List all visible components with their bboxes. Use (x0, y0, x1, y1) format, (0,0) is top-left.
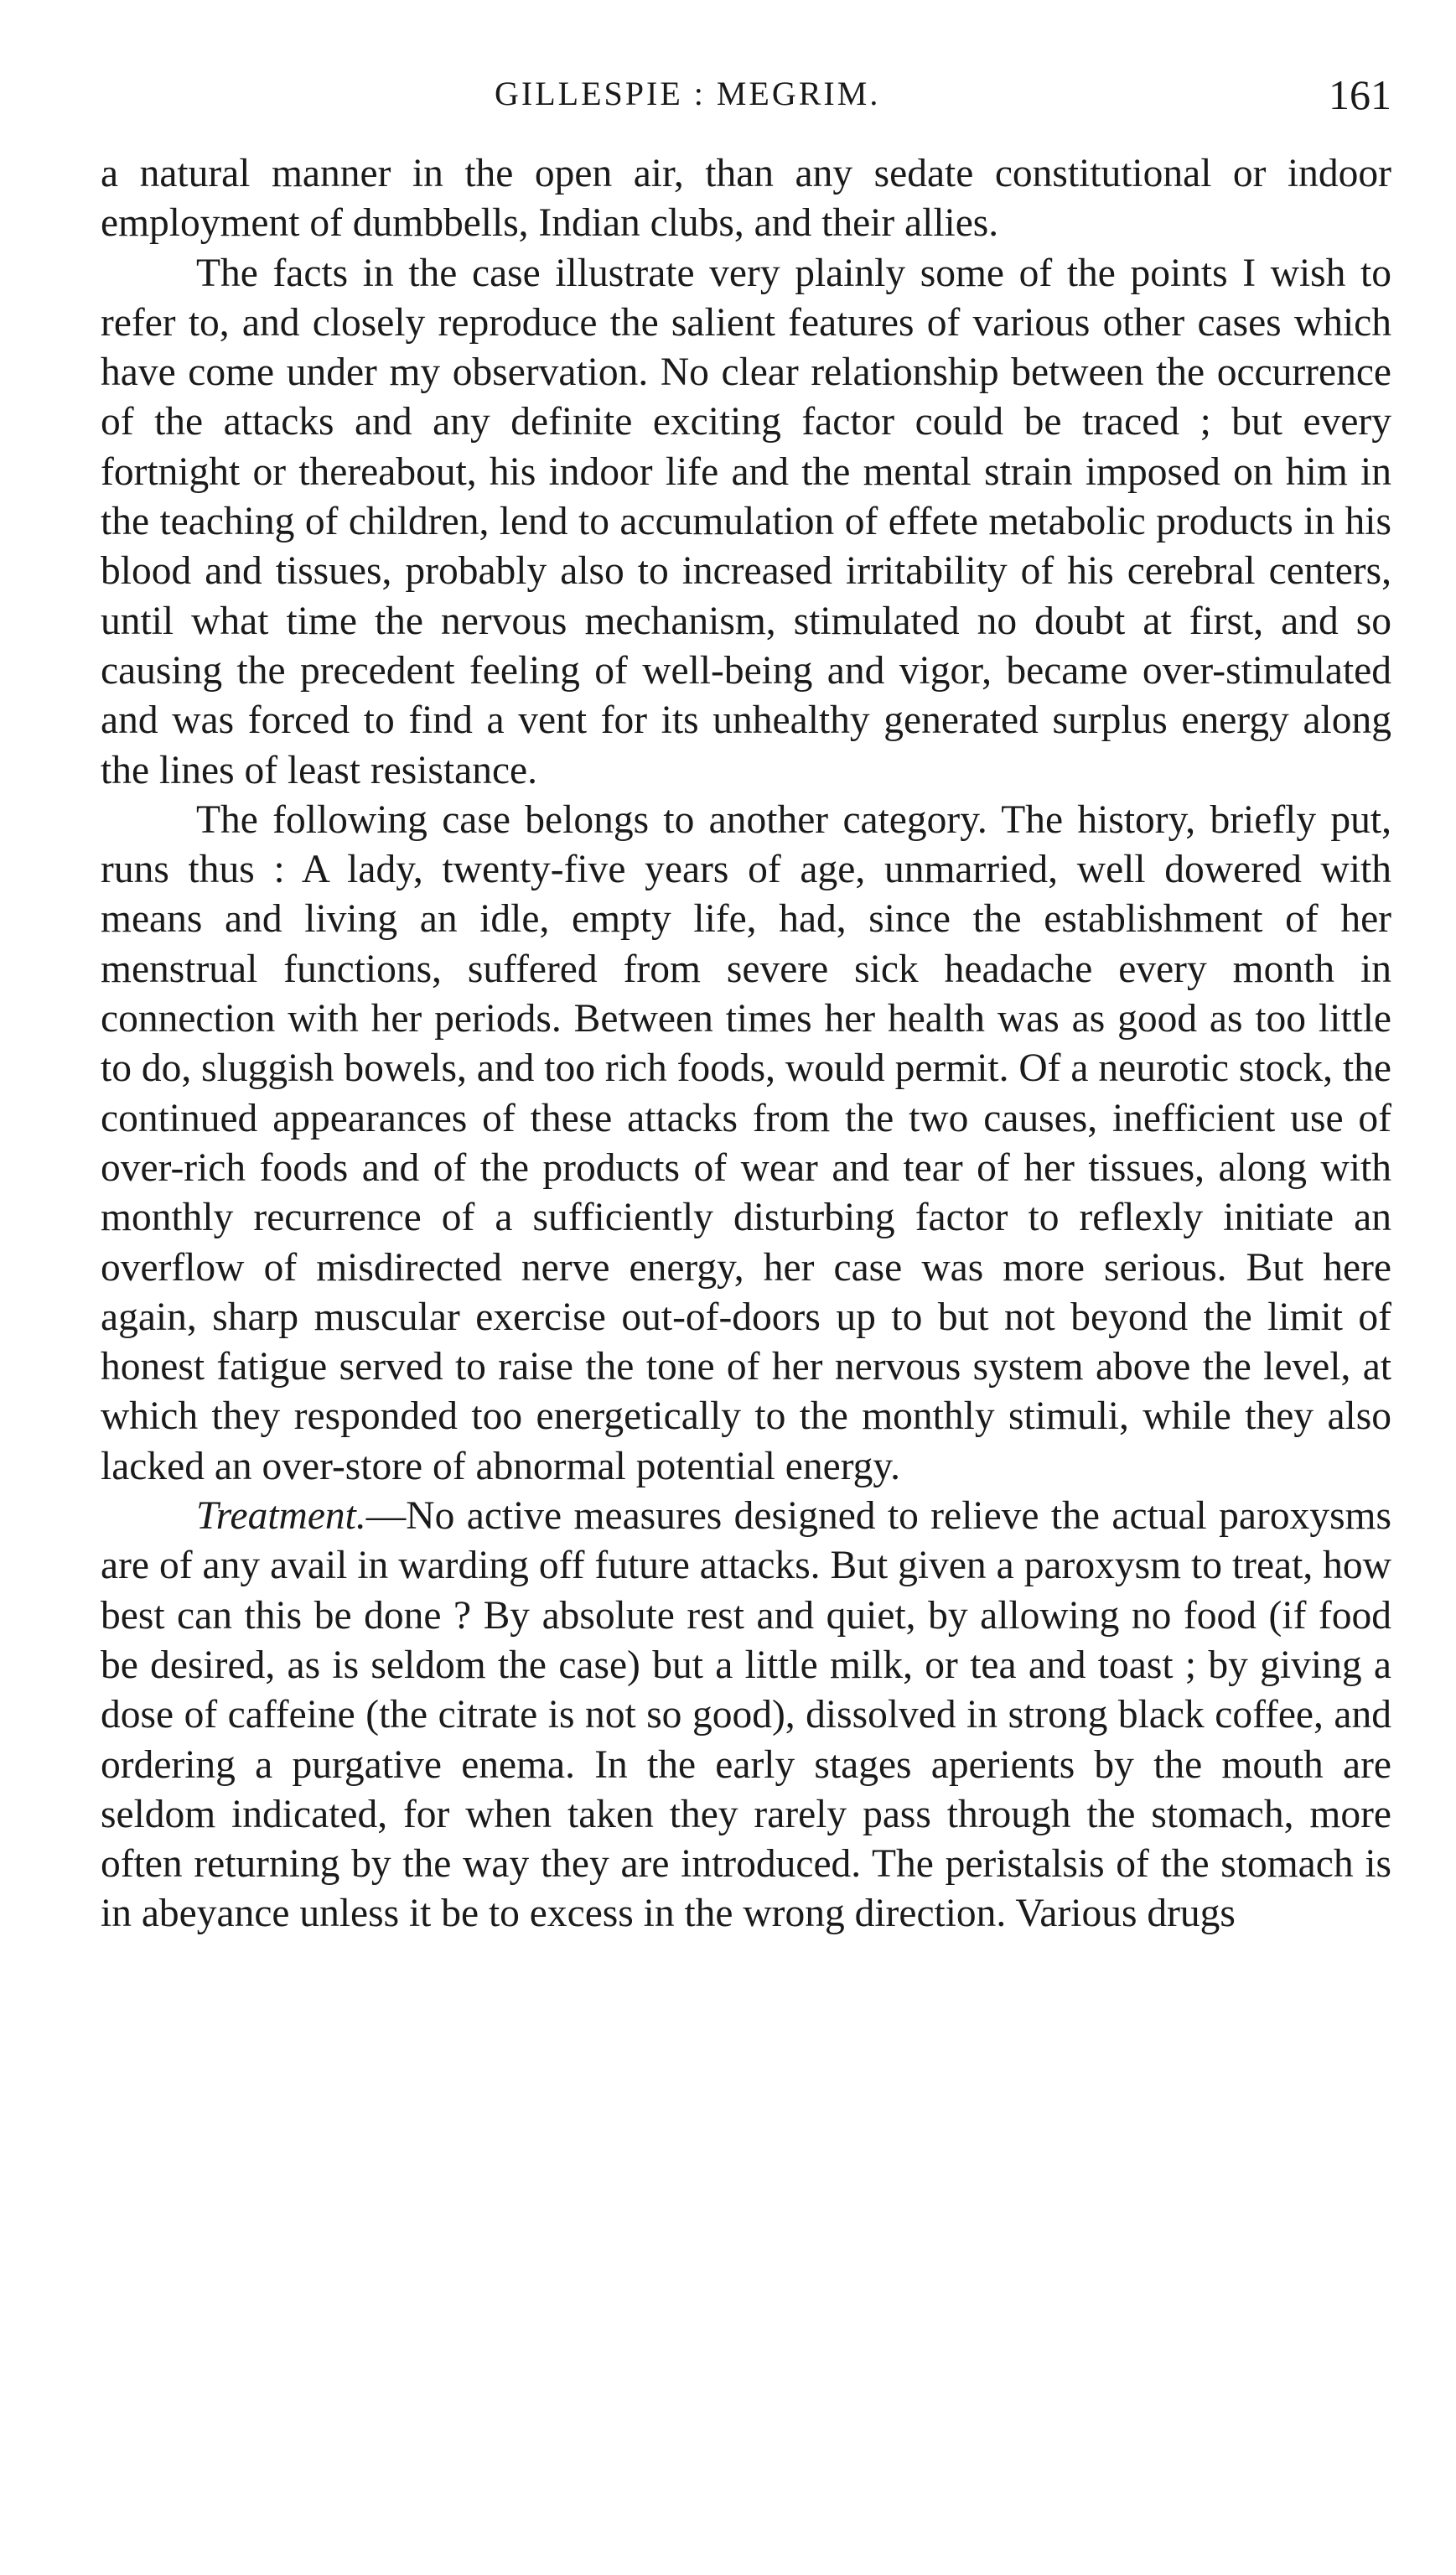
page-number: 161 (1329, 71, 1391, 118)
paragraph-following-case: The following case belongs to another category. The history, briefly put, runs thus : A lady, twenty-five years of age, unmarried, well dowered with means and living an idle, empty life, had, since the establishment of her menstrual functions, suffered from severe sick headache every month in connection with her periods. Between times her health was as good as too little to do, sluggish bowels, and too rich foods, would permit. Of a neurotic stock, the continued appearances of these attacks from the two causes, inefficient use of over-rich foods and of the products of wear and tear of her tissues, along with monthly recurrence of a sufficiently disturbing factor to reflexly initiate an overflow of misdirected nerve energy, her case was more serious. But here again, sharp muscular exercise out-of-doors up to but not beyond the limit of honest fatigue served to raise the tone of her nervous system above the level, at which they responded too energetically to the monthly stimuli, while they also lacked an over-store of abnormal potential energy. (101, 797, 1391, 1488)
treatment-heading: Treatment. (196, 1494, 366, 1539)
paragraph-treatment (101, 1492, 1391, 1939)
paragraph-case-facts: The facts in the case illustrate very plainly some of the points I wish to refer to, and closely reproduce the salient features of various other cases which have come under my observation. No clear relationship between the occurrence of the attacks and any definite exciting factor could be traced ; but every fortnight or thereabout, his indoor life and the mental strain imposed on him in the teaching of children, lend to accumulation of effete metabolic products in his blood and tissues, probably also to increased irritability of his cerebral centers, until what time the nervous mechanism, stimulated no doubt at first, and so causing the precedent feeling of well-being and vigor, became over-stimulated and was forced to find a vent for its unhealthy generated surplus energy along the lines of least resistance. (101, 251, 1391, 792)
treatment-text: —No active measures designed to relieve the actual paroxysms are of any avail in warding off future attacks. But given a paroxysm to treat, how best can this be done ? By absolute rest and quiet, by allowing no food (if food be desired, as is seldom the case) but a little milk, or tea and toast ; by giving a dose of caffeine (the citrate is not so good), dissolved in strong black coffee, and ordering a purgative enema. In the early stages aperients by the mouth are seldom indicated, for when taken they rarely pass through the stomach, more often returning by the way they are introduced. The peristalsis of the stomach is in abeyance unless it be to excess in the wrong direction. Various drugs (101, 1494, 1391, 1936)
paragraph-continuation: a natural manner in the open air, than any sedate constitutional or indoor employment of dumbbells, Indian clubs, and their allies. (101, 152, 1391, 246)
running-head: GILLESPIE : MEGRIM. (495, 75, 881, 112)
body-text (101, 149, 1391, 1939)
page-header (101, 71, 1391, 124)
